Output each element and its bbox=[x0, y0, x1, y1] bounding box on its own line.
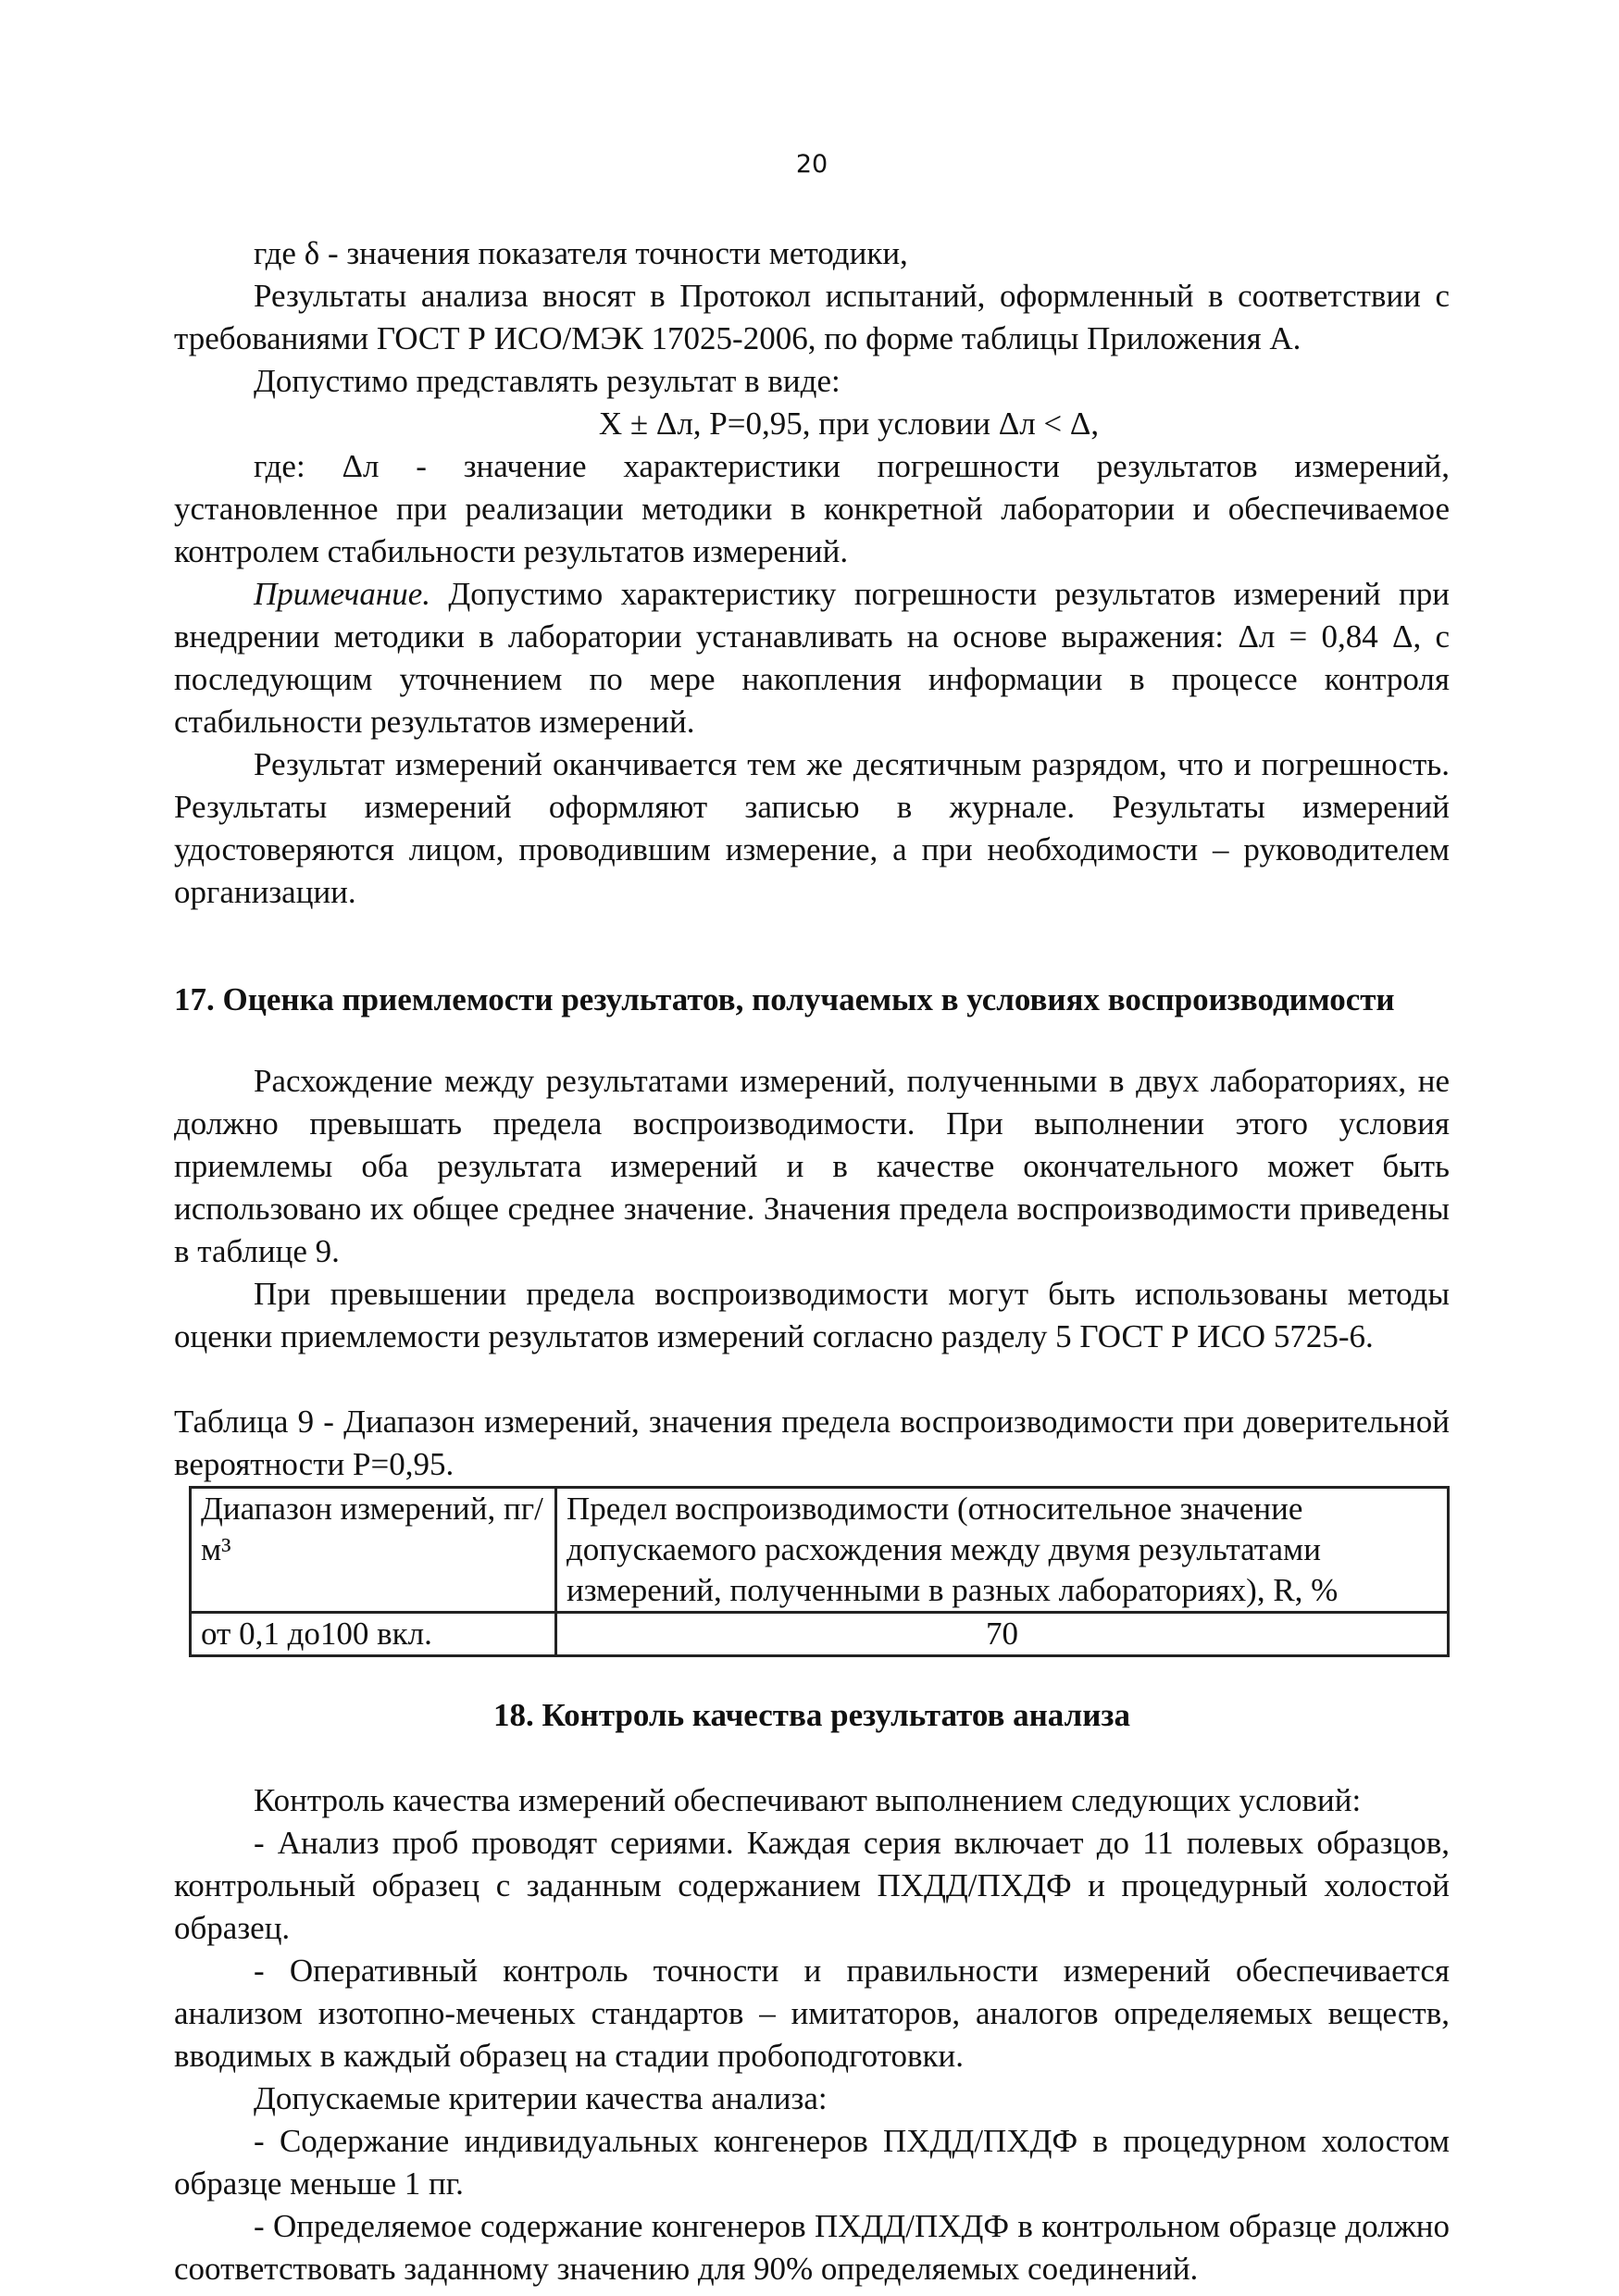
section-17-heading: 17. Оценка приемлемости результатов, получаемых в условиях воспроизводимости bbox=[174, 981, 1395, 1017]
table-row bbox=[191, 1613, 1449, 1656]
table-9 bbox=[189, 1486, 1450, 1657]
table-header-range: Диапазон измерений, пг/м³ bbox=[191, 1488, 556, 1613]
table-header-limit: Предел воспроизводимости (относительное значение допускаемого расхождения между двумя результатами измерений, полученными в разных лабораториях), R, % bbox=[556, 1488, 1449, 1613]
table-cell-value: 70 bbox=[556, 1613, 1449, 1656]
section-18-intro: Контроль качества измерений обеспечивают выполнением следующих условий: bbox=[254, 1782, 1362, 1818]
result-formula: X ± Δл, P=0,95, при условии Δл < Δ, bbox=[598, 406, 1100, 442]
paragraph-protocol: Результаты анализа вносят в Протокол испытаний, оформленный в соответствии с требованиями ГОСТ Р ИСО/МЭК 17025-2006, по форме таблицы Приложения А. bbox=[174, 278, 1450, 356]
paragraph-note bbox=[174, 573, 1450, 743]
section-17-paragraph-2: При превышении предела воспроизводимости могут быть использованы методы оценки приемлемости результатов измерений согласно разделу 5 ГОСТ Р ИСО 5725-6. bbox=[174, 1276, 1450, 1354]
paragraph-result-rounding: Результат измерений оканчивается тем же десятичным разрядом, что и погрешность. Результаты измерений оформляют записью в журнале. Результаты измерений удостоверяются лицом, проводившим измерение, а при необходимости – руководителем организации. bbox=[174, 746, 1450, 910]
section-18-criteria: Допускаемые критерии качества анализа: bbox=[254, 2080, 828, 2116]
page-number: 20 bbox=[795, 150, 828, 179]
table-9-caption: Таблица 9 - Диапазон измерений, значения предела воспроизводимости при доверительной вероятности P=0,95. bbox=[174, 1404, 1450, 1482]
section-18-heading: 18. Контроль качества результатов анализа bbox=[493, 1697, 1130, 1733]
paragraph-delta-definition: где δ - значения показателя точности методики, bbox=[254, 235, 908, 271]
page-content bbox=[174, 144, 1450, 2290]
section-18-item-control-sample: - Определяемое содержание конгенеров ПХДД/ПХДФ в контрольном образце должно соответствовать заданному значению для 90% определяемых соединений. bbox=[174, 2208, 1450, 2287]
section-17-paragraph-1: Расхождение между результатами измерений, полученными в двух лабораториях, не должно превышать предела воспроизводимости. При выполнении этого условия приемлемы оба результата измерений и в качестве окончательного может быть использовано их общее среднее значение. Значения предела воспроизводимости приведены в таблице 9. bbox=[174, 1063, 1450, 1269]
table-header-row bbox=[191, 1488, 1449, 1613]
table-cell-range: от 0,1 до100 вкл. bbox=[191, 1613, 556, 1656]
paragraph-where-delta-l: где: Δл - значение характеристики погрешности результатов измерений, установленное при реализации методики в конкретной лаборатории и обеспечиваемое контролем стабильности результатов измерений. bbox=[174, 448, 1450, 569]
section-18-item-series: - Анализ проб проводят сериями. Каждая серия включает до 11 полевых образцов, контрольный образец с заданным содержанием ПХДД/ПХДФ и процедурный холостой образец. bbox=[174, 1825, 1450, 1946]
paragraph-result-form: Допустимо представлять результат в виде: bbox=[254, 363, 841, 399]
note-label: Примечание. bbox=[254, 576, 431, 612]
note-text: Допустимо характеристику погрешности результатов измерений при внедрении методики в лаборатории устанавливать на основе выражения: Δл = 0,84 Δ, с последующим уточнением по мере накопления информации в процессе контроля стабильности результатов измерений. bbox=[174, 576, 1450, 740]
section-18-item-blank: - Содержание индивидуальных конгенеров ПХДД/ПХДФ в процедурном холостом образце меньше 1 пг. bbox=[174, 2123, 1450, 2202]
section-18-item-operative-control: - Оперативный контроль точности и правильности измерений обеспечивается анализом изотопно-меченых стандартов – имитаторов, аналогов определяемых веществ, вводимых в каждый образец на стадии пробоподготовки. bbox=[174, 1953, 1450, 2074]
